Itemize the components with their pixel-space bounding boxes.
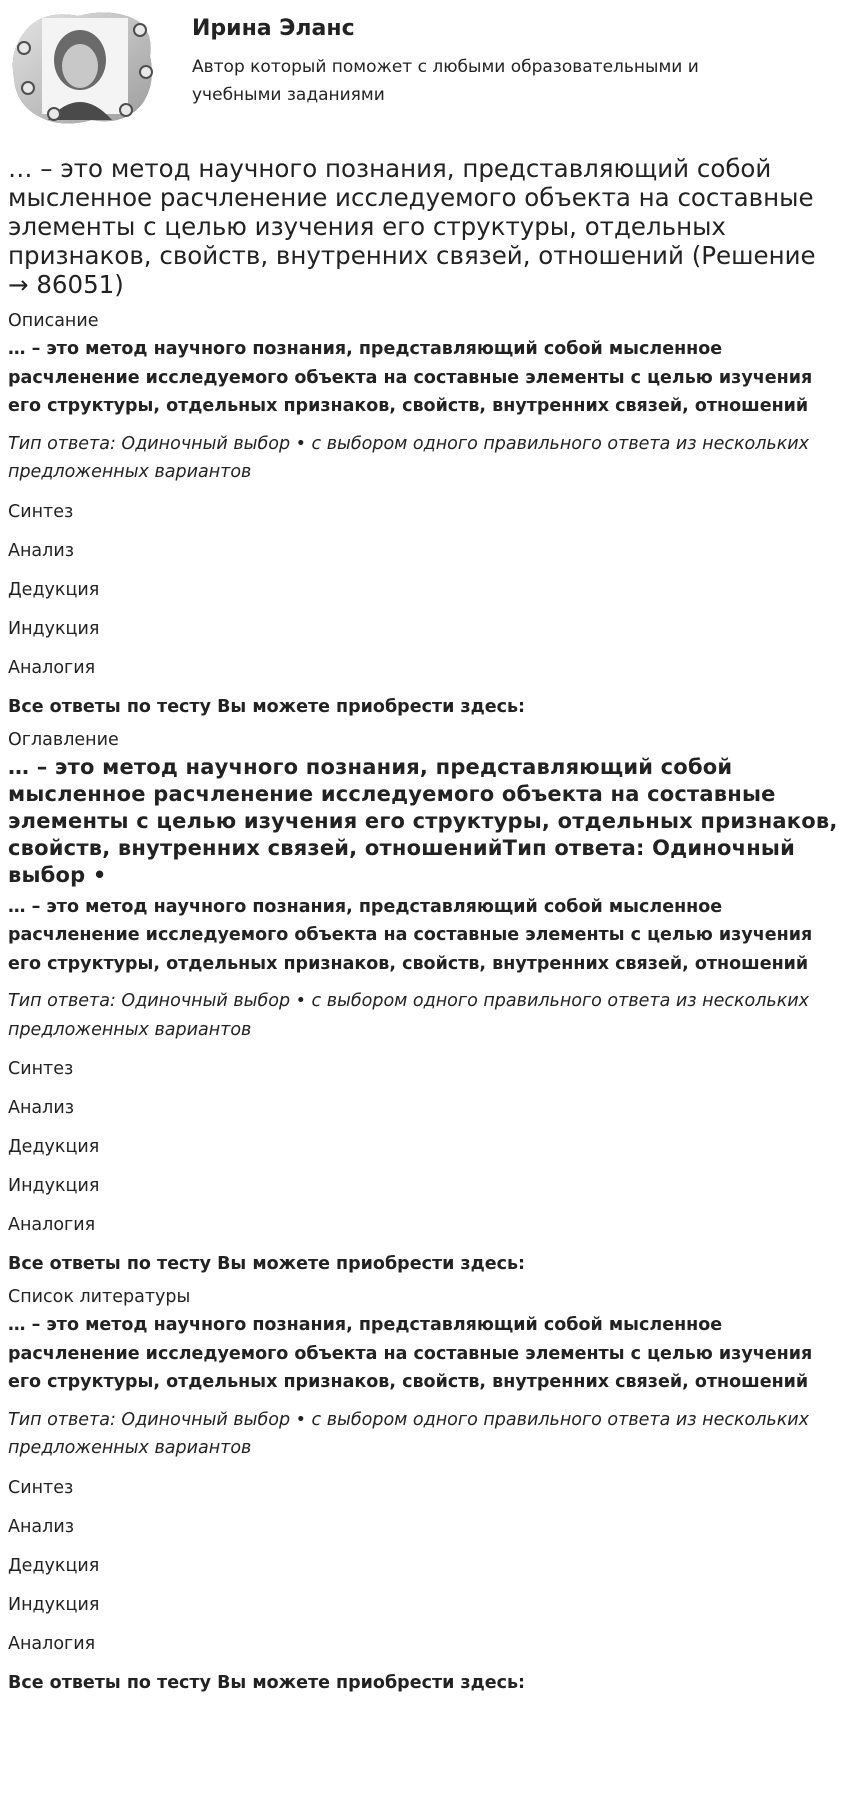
answer-option: Дедукция [8, 1137, 100, 1157]
author-name[interactable]: Ирина Эланс [192, 16, 355, 41]
all-answers-text: Все ответы по тесту Вы можете приобрести здесь: [8, 696, 526, 717]
question-text: … – это метод научного познания, представляющий собой мысленное расчленение исследуемого объекта на составные элементы с целью изучения его структуры, отдельных признаков, свойств, внутренних связей, отношений [8, 1315, 813, 1392]
answer-option: Дедукция [8, 579, 100, 600]
section-heading-literature: Список литературы [8, 1287, 191, 1307]
answer-option: Аналогия [8, 1633, 96, 1654]
answer-options-list [8, 1058, 839, 1236]
answer-option: Аналогия [8, 1215, 96, 1235]
answer-option: Синтез [8, 501, 74, 522]
question-text: … – это метод научного познания, представляющий собой мысленное расчленение исследуемого объекта на составные элементы с целью изучения его структуры, отдельных признаков, свойств, внутренних связей, отношений [8, 339, 813, 416]
answer-options-list [8, 1477, 839, 1655]
answer-option: Индукция [8, 618, 100, 639]
all-answers-text: Все ответы по тесту Вы можете приобрести здесь: [8, 1672, 526, 1693]
answer-type: Тип ответа: Одиночный выбор • с выбором одного правильного ответа из нескольких предложенных вариантов [8, 433, 810, 482]
answer-option: Анализ [8, 1098, 75, 1118]
section-heading-contents: Оглавление [8, 729, 119, 750]
answer-option: Анализ [8, 1516, 75, 1537]
author-avatar[interactable] [8, 8, 158, 128]
author-block [8, 8, 839, 136]
answer-options-list [8, 501, 839, 679]
page-title: … – это метод научного познания, представляющий собой мысленное расчленение исследуемого объекта на составные элементы с целью изучения его структуры, отдельных признаков, свойств, внутренних связей, отношений (Решение → 86051) [8, 154, 816, 299]
answer-type: Тип ответа: Одиночный выбор • с выбором одного правильного ответа из нескольких предложенных вариантов [8, 1409, 810, 1458]
answer-option: Аналогия [8, 657, 96, 678]
answer-type: Тип ответа: Одиночный выбор • с выбором одного правильного ответа из нескольких предложенных вариантов [8, 991, 810, 1040]
toc-heading: … – это метод научного познания, представляющий собой мысленное расчленение исследуемого объекта на составные элементы с целью изучения его структуры, отдельных признаков, свойств, внутренних связей, отношенийТип ответа: Одиночный выбор • [8, 754, 838, 887]
answer-option: Синтез [8, 1059, 74, 1079]
author-info [192, 8, 792, 136]
answer-option: Индукция [8, 1176, 100, 1196]
contents-question-block [8, 893, 839, 979]
answer-option: Дедукция [8, 1555, 100, 1576]
answer-option: Индукция [8, 1594, 100, 1615]
author-description: Автор который поможет с любыми образовательными и учебными заданиями [192, 57, 699, 105]
section-heading-description: Описание [8, 311, 99, 331]
answer-option: Синтез [8, 1477, 74, 1498]
all-answers-text: Все ответы по тесту Вы можете приобрести здесь: [8, 1254, 526, 1274]
question-text: … – это метод научного познания, представляющий собой мысленное расчленение исследуемого объекта на составные элементы с целью изучения его структуры, отдельных признаков, свойств, внутренних связей, отношений [8, 896, 813, 974]
answer-option: Анализ [8, 540, 75, 561]
